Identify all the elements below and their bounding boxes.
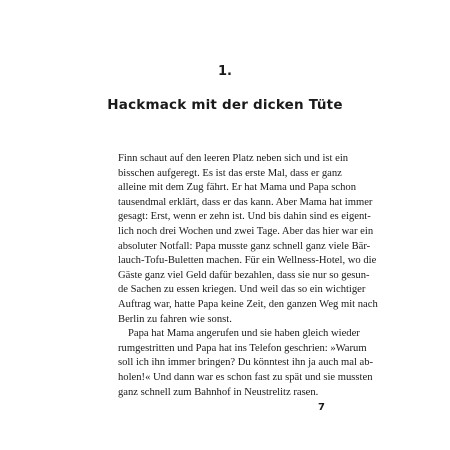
body-text [118,152,378,400]
paragraph-2 [118,327,374,400]
text-line: Auftrag war, hatte Papa keine Zeit, den ganzen Weg mit nach [118,298,378,310]
text-line: rumgestritten und Papa hat ins Telefon geschrien: »Warum [118,342,367,354]
text-line: lauch-Tofu-Buletten machen. Für ein Wellness-Hotel, wo die [118,255,377,267]
text-line: de Sachen zu essen kriegen. Und weil das so ein wichtiger [118,284,366,296]
text-line: soll ich ihn immer bringen? Du könntest ihn ja auch mal ab- [118,357,374,369]
text-line: tausendmal erklärt, dass er das kann. Aber Mama hat immer [118,196,373,208]
text-line: Finn schaut auf den leeren Platz neben sich und ist ein [118,153,349,164]
text-line: holen!« Und dann war es schon fast zu spät und sie mussten [118,371,373,383]
text-line: bisschen aufgeregt. Es ist das erste Mal, dass er ganz [118,167,342,179]
page-number: 7 [318,402,325,413]
chapter-title: Hackmack mit der dicken Tüte [107,97,343,113]
text-line: lich noch drei Wochen und zwei Tage. Aber das hier war ein [118,225,374,237]
text-line: absoluter Notfall: Papa musste ganz schnell ganz viele Bär- [118,240,371,252]
chapter-number: 1. [218,64,232,79]
text-line: Papa hat Mama angerufen und sie haben gleich wieder [128,328,360,340]
text-line: Gäste ganz viel Geld dafür bezahlen, dass sie nur so gesun- [118,269,370,281]
text-line: Berlin zu fahren wie sonst. [118,313,232,325]
text-line: ganz schnell zum Bahnhof in Neustrelitz rasen. [118,386,319,398]
paragraph-1 [118,152,378,327]
text-line: alleine mit dem Zug fährt. Er hat Mama und Papa schon [118,182,356,194]
text-line: gesagt: Erst, wenn er zehn ist. Und bis dahin sind es eigent- [118,211,371,223]
